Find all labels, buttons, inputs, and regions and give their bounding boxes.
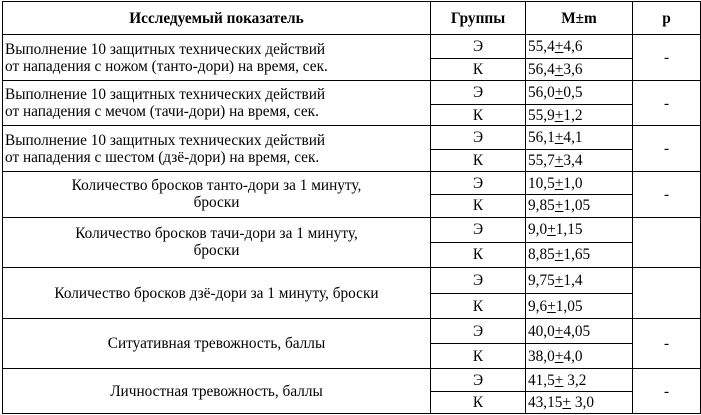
plus-minus-sign: +	[554, 347, 564, 365]
indicator-line: Количество бросков танто-дори за 1 минуту,	[71, 177, 362, 195]
indicator-line: Количество бросков тачи-дори за 1 минуту,	[75, 225, 358, 243]
plus-minus-sign: +	[554, 322, 564, 340]
mean-value: 55,7	[528, 152, 555, 170]
indicator-line: от нападения с ножом (танто-дори) на время, сек.	[5, 57, 328, 75]
mean-value: 56,4	[528, 60, 555, 78]
indicator-cell	[3, 172, 431, 218]
mean-value: 56,1	[528, 129, 555, 147]
mean-value: 10,5	[528, 174, 555, 192]
p-cell: -	[633, 80, 701, 126]
indicator-cell	[3, 319, 431, 369]
group-cell: Э	[431, 172, 526, 195]
plus-minus-sign: +	[547, 221, 556, 239]
value-cell	[526, 80, 633, 104]
value-cell	[526, 35, 633, 59]
indicator-line: от нападения с мечом (тачи-дори) на время, сек.	[5, 103, 319, 121]
indicator-line: от нападения с шестом (дзё-дори) на время, сек.	[5, 148, 320, 166]
indicator-cell	[3, 80, 431, 126]
value-cell	[526, 194, 633, 217]
plus-minus-sign: +	[554, 60, 564, 78]
group-cell: Э	[431, 126, 526, 150]
p-cell	[633, 217, 701, 267]
value-cell	[526, 150, 633, 172]
mean-value: 9,85	[528, 197, 555, 215]
mean-value: 40,0	[528, 322, 555, 340]
group-cell: К	[431, 242, 526, 267]
value-cell	[526, 59, 633, 81]
error-value: 4,1	[563, 129, 583, 147]
error-value: 3,2	[563, 371, 587, 389]
indicator-cell	[3, 126, 431, 172]
error-value: 1,4	[563, 271, 583, 289]
mean-value: 43,15	[528, 394, 563, 412]
p-cell: -	[633, 369, 701, 414]
group-cell: К	[431, 150, 526, 172]
column-header-mean-error	[526, 2, 633, 35]
group-cell: Э	[431, 319, 526, 344]
plus-minus-sign: +	[554, 271, 564, 289]
table-row	[3, 126, 701, 150]
error-value: 1,05	[563, 197, 591, 215]
indicator-line: Выполнение 10 защитных технических действий	[5, 131, 326, 149]
plus-minus-sign: +	[554, 83, 564, 101]
indicator-cell	[3, 35, 431, 81]
group-cell: Э	[431, 369, 526, 392]
value-cell	[526, 172, 633, 195]
table-row	[3, 369, 701, 392]
indicator-line: броски	[193, 194, 240, 212]
error-value: 1,15	[555, 221, 583, 239]
table-row	[3, 267, 701, 293]
indicator-cell	[3, 369, 431, 414]
indicator-line: Выполнение 10 защитных технических действий	[5, 40, 326, 58]
value-cell	[526, 267, 633, 293]
indicator-line: Выполнение 10 защитных технических действий	[5, 86, 326, 104]
mean-value: 9,6	[528, 297, 548, 315]
value-cell	[526, 242, 633, 267]
p-cell: -	[633, 172, 701, 218]
indicator-line: Количество бросков дзё-дори за 1 минуту, броски	[54, 284, 379, 302]
plus-minus-sign: +	[554, 371, 564, 389]
plus-minus-sign: +	[554, 38, 564, 56]
indicator-line: броски	[193, 242, 240, 260]
mean-value: 55,9	[528, 106, 555, 124]
value-cell	[526, 126, 633, 150]
mean-error-label: M±m	[561, 9, 597, 27]
table-row	[3, 35, 701, 59]
plus-minus-sign: +	[547, 297, 556, 315]
mean-value: 41,5	[528, 371, 555, 389]
p-cell: -	[633, 35, 701, 81]
column-header-p: р	[633, 2, 701, 35]
error-value: 4,05	[563, 322, 591, 340]
column-header-indicator: Исследуемый показатель	[3, 2, 431, 35]
results-table	[2, 1, 701, 414]
group-cell: К	[431, 104, 526, 126]
indicator-cell	[3, 217, 431, 267]
p-cell: -	[633, 319, 701, 369]
table-row	[3, 80, 701, 104]
table-row	[3, 172, 701, 195]
value-cell	[526, 217, 633, 242]
mean-value: 9,0	[528, 221, 548, 239]
column-header-groups: Группы	[431, 2, 526, 35]
group-cell: Э	[431, 35, 526, 59]
error-value: 1,2	[563, 106, 583, 124]
mean-value: 9,75	[528, 271, 555, 289]
value-cell	[526, 392, 633, 414]
value-cell	[526, 344, 633, 369]
plus-minus-sign: +	[554, 129, 564, 147]
value-cell	[526, 369, 633, 392]
mean-value: 8,85	[528, 246, 555, 264]
table-row	[3, 217, 701, 242]
error-value: 4,0	[563, 347, 583, 365]
indicator-line: Ситуативная тревожность, баллы	[107, 335, 326, 353]
error-value: 4,6	[563, 38, 583, 56]
error-value: 1,65	[563, 246, 591, 264]
group-cell: Э	[431, 80, 526, 104]
group-cell: К	[431, 392, 526, 414]
error-value: 1,0	[563, 174, 583, 192]
p-cell: -	[633, 126, 701, 172]
plus-minus-sign: +	[554, 152, 564, 170]
group-cell: К	[431, 194, 526, 217]
group-cell: К	[431, 293, 526, 319]
value-cell	[526, 293, 633, 319]
group-cell: Э	[431, 267, 526, 293]
plus-minus-sign: +	[554, 246, 564, 264]
plus-minus-sign: +	[562, 394, 572, 412]
mean-value: 56,0	[528, 83, 555, 101]
error-value: 1,05	[555, 297, 583, 315]
plus-minus-sign: +	[554, 197, 564, 215]
header-row	[3, 2, 701, 35]
value-cell	[526, 104, 633, 126]
group-cell: К	[431, 344, 526, 369]
error-value: 3,4	[563, 152, 583, 170]
group-cell: Э	[431, 217, 526, 242]
indicator-cell	[3, 267, 431, 319]
mean-value: 55,4	[528, 38, 555, 56]
table-row	[3, 319, 701, 344]
group-cell: К	[431, 59, 526, 81]
error-value: 3,0	[571, 394, 595, 412]
error-value: 3,6	[563, 60, 583, 78]
plus-minus-sign: +	[554, 106, 564, 124]
p-cell	[633, 267, 701, 319]
mean-value: 38,0	[528, 347, 555, 365]
plus-minus-sign: +	[554, 174, 564, 192]
indicator-line: Личностная тревожность, баллы	[110, 382, 323, 400]
error-value: 0,5	[563, 83, 583, 101]
value-cell	[526, 319, 633, 344]
